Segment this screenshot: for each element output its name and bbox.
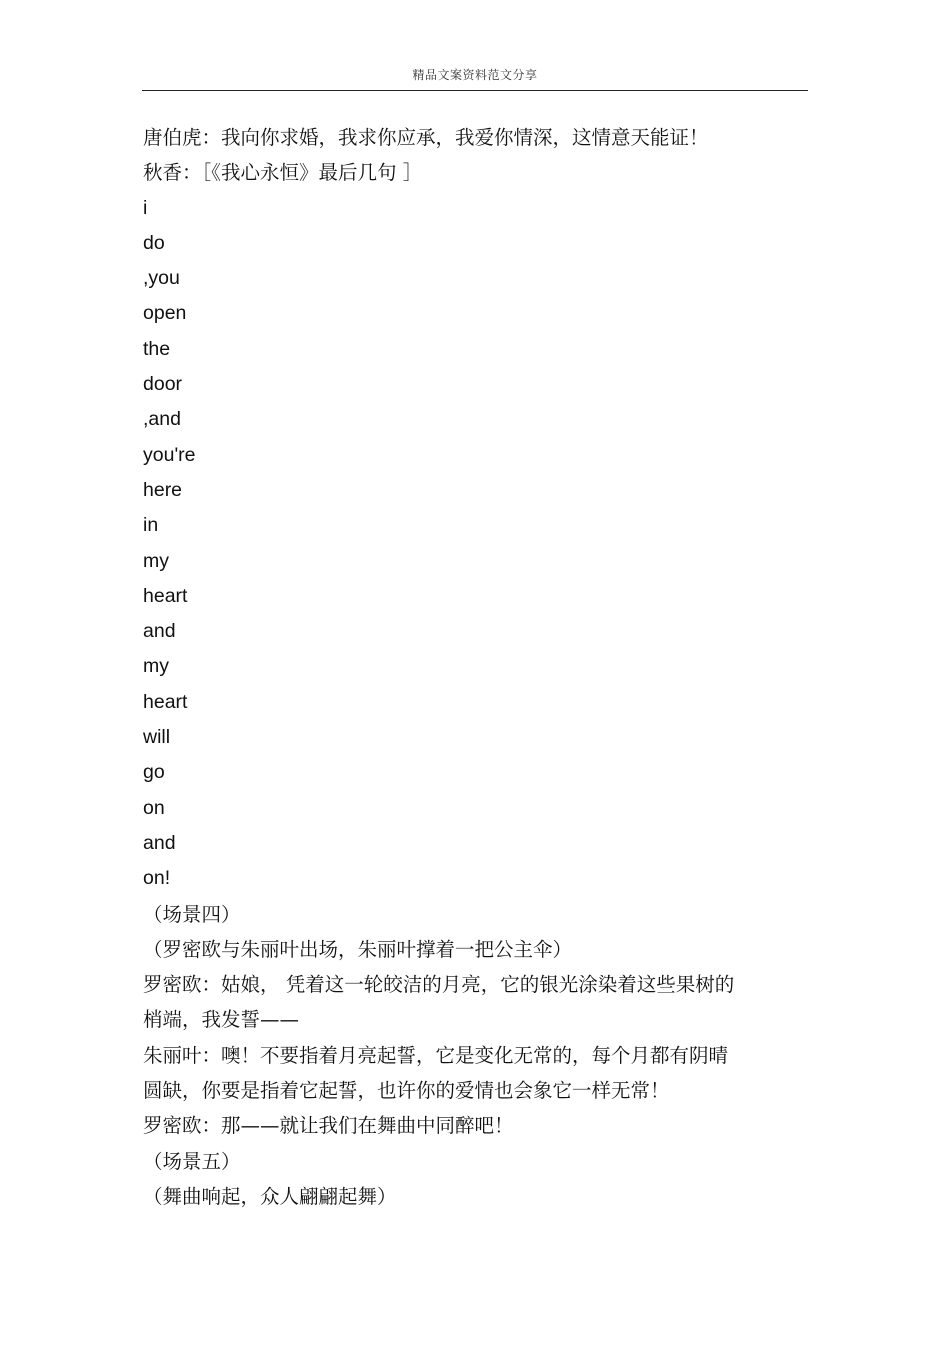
- lyric-word: i: [143, 196, 148, 219]
- lyric-word: here: [143, 478, 183, 501]
- lyric-word: heart: [143, 584, 188, 607]
- dialogue-line: 罗密欧：姑娘， 凭着这一轮皎洁的月亮，它的银光涂染着这些果树的: [143, 973, 735, 997]
- lyric-word: ,you: [143, 267, 180, 290]
- stage-direction: （罗密欧与朱丽叶出场，朱丽叶撑着一把公主伞）: [143, 937, 573, 961]
- lyric-word: the: [143, 337, 171, 360]
- lyric-word: open: [143, 302, 187, 325]
- dialogue-line: 梢端，我发誓——: [143, 1008, 300, 1032]
- dialogue-line: 秋香：［《我心永恒》最后几句 ］: [143, 161, 423, 185]
- dialogue-line: 圆缺，你要是指着它起誓，也许你的爱情也会象它一样无常！: [143, 1079, 670, 1103]
- running-header: 精品文案资料范文分享: [412, 68, 538, 82]
- lyric-word: and: [143, 620, 176, 643]
- dialogue-line: 唐伯虎：我向你求婚，我求你应承，我爱你情深，这情意天能证！: [143, 126, 709, 149]
- dialogue-line: 罗密欧：那——就让我们在舞曲中同醉吧！: [143, 1114, 514, 1138]
- lyric-word: will: [143, 726, 171, 749]
- lyric-word: do: [143, 231, 165, 254]
- lyric-word: and: [143, 831, 176, 854]
- lyric-word: heart: [143, 690, 188, 713]
- lyric-word: in: [143, 514, 159, 537]
- scene-heading: （场景五）: [143, 1149, 241, 1173]
- lyric-word: on!: [143, 867, 171, 890]
- scene-heading: （场景四）: [143, 902, 241, 926]
- lyric-word: my: [143, 655, 169, 678]
- lyric-word: go: [143, 761, 165, 784]
- lyric-word: you're: [143, 443, 196, 466]
- lyric-word: my: [143, 549, 169, 572]
- script-text: [143, 120, 793, 1214]
- lyric-word: ,and: [143, 408, 181, 431]
- header-rule: [142, 90, 808, 91]
- stage-direction: （舞曲响起，众人翩翩起舞）: [143, 1184, 397, 1208]
- dialogue-line: 朱丽叶：噢！不要指着月亮起誓，它是变化无常的，每个月都有阴晴: [143, 1043, 729, 1067]
- lyric-word: on: [143, 796, 165, 819]
- lyric-word: door: [143, 373, 183, 396]
